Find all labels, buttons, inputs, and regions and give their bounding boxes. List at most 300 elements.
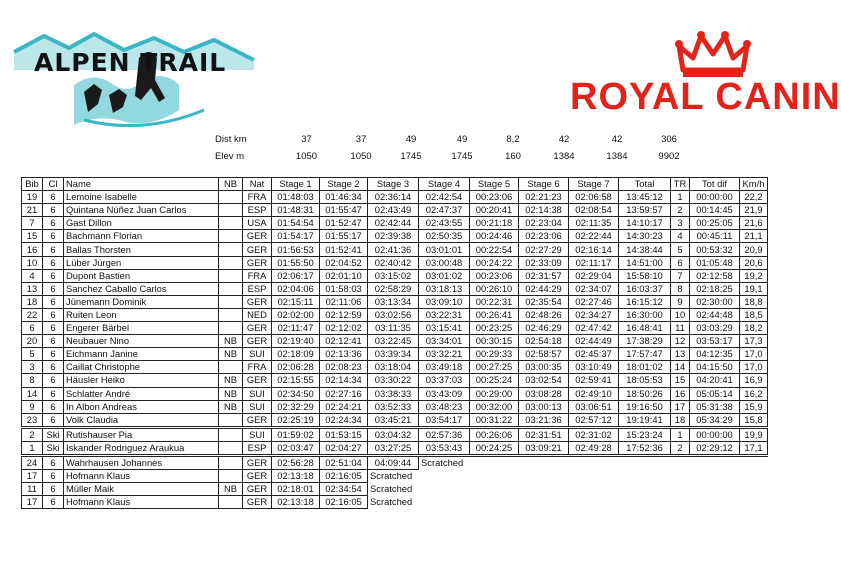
cell-stage-4: 03:34:01: [419, 335, 470, 348]
cell-stage-4: 03:09:10: [419, 295, 470, 308]
cell-kmh: 22,2: [740, 191, 768, 204]
cell-tot-dif: 02:12:58: [690, 269, 740, 282]
cell-bib: 10: [22, 256, 43, 269]
column-header-stage-4: Stage 4: [419, 178, 470, 191]
crown-icon: [673, 30, 753, 80]
cell-tot-dif: 05:31:38: [690, 400, 740, 413]
cell-stage-6: 03:00:35: [519, 361, 569, 374]
cell-stage-6: 03:08:28: [519, 387, 569, 400]
cell-stage-6: 02:31:51: [519, 427, 569, 441]
cell-stage-1: 02:02:00: [272, 308, 320, 321]
cell-stage-1: 01:48:03: [272, 191, 320, 204]
cell-bib: 4: [22, 269, 43, 282]
cell-name: Ruiten Leon: [64, 308, 219, 321]
cell-stage-2: 02:12:59: [320, 308, 368, 321]
cell-nat: GER: [243, 413, 272, 427]
cell-stage-7: 02:29:04: [569, 269, 619, 282]
cell-kmh: 17,3: [740, 335, 768, 348]
cell-stage-5: 00:23:25: [470, 322, 519, 335]
cell-bib: 6: [22, 322, 43, 335]
cell-class: 6: [43, 455, 64, 469]
dist-value: 42: [558, 134, 570, 145]
cell-nb: [219, 217, 243, 230]
cell-stage-7: 02:16:14: [569, 243, 619, 256]
cell-class: 6: [43, 496, 64, 509]
cell-stage-6: 02:46:29: [519, 322, 569, 335]
column-header-stage-2: Stage 2: [320, 178, 368, 191]
cell-stage-5: 00:22:54: [470, 243, 519, 256]
cell-name: Wahrhausen Johannes: [64, 455, 219, 469]
cell-stage-1: 02:15:55: [272, 374, 320, 387]
cell-kmh: 17,1: [740, 441, 768, 455]
cell-bib: 3: [22, 361, 43, 374]
cell-stage-6: 02:14:38: [519, 204, 569, 217]
cell-stage-2: 02:01:10: [320, 269, 368, 282]
cell-tr: 3: [671, 217, 690, 230]
cell-nat: GER: [243, 483, 272, 496]
cell-nb: [219, 470, 243, 483]
cell-stage-7: 03:10:49: [569, 361, 619, 374]
cell-nat: GER: [243, 335, 272, 348]
results-table: [21, 177, 768, 509]
table-row: [22, 308, 768, 321]
table-row: [22, 322, 768, 335]
royal-canin-wordmark: ROYAL CANIN: [570, 76, 841, 118]
cell-stage-7: 02:59:41: [569, 374, 619, 387]
cell-tr: 1: [671, 191, 690, 204]
distance-row: [215, 131, 694, 148]
cell-bib: 24: [22, 455, 43, 469]
cell-stage-7: 02:22:44: [569, 230, 619, 243]
dist-value: 37: [301, 134, 312, 145]
column-header-kmh: Km/h: [740, 178, 768, 191]
cell-bib: 13: [22, 282, 43, 295]
cell-stage-4: 02:42:54: [419, 191, 470, 204]
cell-class: 6: [43, 243, 64, 256]
mountain-dogsled-icon: [14, 30, 264, 140]
cell-nat: GER: [243, 256, 272, 269]
cell-kmh: 17,0: [740, 348, 768, 361]
cell-tot-dif: 02:44:48: [690, 308, 740, 321]
cell-bib: 2: [22, 427, 43, 441]
cell-nb: NB: [219, 348, 243, 361]
cell-stage-2: 01:55:17: [320, 230, 368, 243]
cell-class: 6: [43, 269, 64, 282]
cell-class: 6: [43, 282, 64, 295]
table-row: [22, 387, 768, 400]
cell-tot-dif: 03:53:17: [690, 335, 740, 348]
cell-name: Caillat Christophe: [64, 361, 219, 374]
cell-stage-1: 01:56:53: [272, 243, 320, 256]
cell-stage-2: 01:55:47: [320, 204, 368, 217]
cell-total: 16:03:37: [619, 282, 671, 295]
elev-value: 1745: [400, 151, 422, 162]
column-header-stage-5: Stage 5: [470, 178, 519, 191]
cell-class: Ski: [43, 427, 64, 441]
cell-stage-2: 02:12:41: [320, 335, 368, 348]
cell-stage-4: 03:43:09: [419, 387, 470, 400]
cell-stage-4: 02:50:35: [419, 230, 470, 243]
cell-stage-6: 02:44:29: [519, 282, 569, 295]
cell-bib: 7: [22, 217, 43, 230]
table-row: [22, 243, 768, 256]
cell-stage-2: 02:04:52: [320, 256, 368, 269]
elev-value: 1050: [295, 151, 318, 162]
cell-tr: 6: [671, 256, 690, 269]
cell-nb: [219, 441, 243, 455]
cell-bib: 20: [22, 335, 43, 348]
cell-name: Volk Claudia: [64, 413, 219, 427]
scratched-status: Scratched: [370, 496, 413, 508]
cell-tr: 9: [671, 295, 690, 308]
cell-class: 6: [43, 470, 64, 483]
column-header-stage-7: Stage 7: [569, 178, 619, 191]
cell-name: Hofmann Klaus: [64, 496, 219, 509]
cell-name: Quintana Núñez Juan Carlos: [64, 204, 219, 217]
cell-kmh: 18,2: [740, 322, 768, 335]
cell-stage-1: 02:03:47: [272, 441, 320, 455]
cell-nat: GER: [243, 295, 272, 308]
cell-bib: 21: [22, 204, 43, 217]
cell-nat: ESP: [243, 204, 272, 217]
cell-class: Ski: [43, 441, 64, 455]
cell-bib: 17: [22, 470, 43, 483]
cell-stage-5: 00:26:06: [470, 427, 519, 441]
cell-stage-5: 00:23:06: [470, 191, 519, 204]
scratched-status: Scratched: [370, 483, 413, 495]
elev-value: 9902: [658, 151, 680, 162]
table-row: [22, 191, 768, 204]
column-header-class: Cl: [43, 178, 64, 191]
cell-stage-7: 02:08:54: [569, 204, 619, 217]
dist-value: 8,2: [506, 134, 520, 145]
cell-tr: 5: [671, 243, 690, 256]
dist-value: 49: [456, 134, 468, 145]
cell-stage-7: 02:31:02: [569, 427, 619, 441]
cell-nb: [219, 455, 243, 469]
column-header-nb: NB: [219, 178, 243, 191]
cell-name: Hofmann Klaus: [64, 470, 219, 483]
cell-name: Sanchez Caballo Carlos: [64, 282, 219, 295]
cell-tr: 2: [671, 204, 690, 217]
elev-value: 1384: [553, 151, 575, 162]
dist-value: 37: [355, 134, 367, 145]
cell-nat: SUI: [243, 427, 272, 441]
royal-canin-logo: [568, 30, 841, 130]
cell-class: 6: [43, 348, 64, 361]
table-row: [22, 361, 768, 374]
cell-nat: GER: [243, 374, 272, 387]
cell-stage-4: 03:49:18: [419, 361, 470, 374]
cell-stage-7: 02:57:12: [569, 413, 619, 427]
cell-stage-5: 00:25:24: [470, 374, 519, 387]
cell-class: 6: [43, 400, 64, 413]
cell-stage-4: 03:37:03: [419, 374, 470, 387]
cell-nat: SUI: [243, 348, 272, 361]
cell-nat: NED: [243, 308, 272, 321]
cell-nb: [219, 256, 243, 269]
cell-nat: GER: [243, 243, 272, 256]
cell-total: 13:45:12: [619, 191, 671, 204]
cell-stage-1: 01:54:54: [272, 217, 320, 230]
cell-class: 6: [43, 387, 64, 400]
column-header-tot-dif: Tot dif: [690, 178, 740, 191]
column-header-bib: Bib: [22, 178, 43, 191]
cell-stage-4: 03:15:41: [419, 322, 470, 335]
cell-total: 15:23:24: [619, 427, 671, 441]
cell-stage-2: 02:14:34: [320, 374, 368, 387]
cell-nb: [219, 413, 243, 427]
cell-stage-5: 00:27:25: [470, 361, 519, 374]
cell-name: Lemoine Isabelle: [64, 191, 219, 204]
cell-stage-2: 02:27:16: [320, 387, 368, 400]
cell-stage-6: 02:48:26: [519, 308, 569, 321]
cell-stage-3: 03:30:22: [368, 374, 419, 387]
cell-name: Eichmann Janine: [64, 348, 219, 361]
cell-stage-4: 03:01:02: [419, 269, 470, 282]
cell-stage-4: 02:57:36: [419, 427, 470, 441]
cell-stage-3: 03:52:33: [368, 400, 419, 413]
cell-bib: 15: [22, 230, 43, 243]
cell-name: Jünemann Dominik: [64, 295, 219, 308]
cell-stage-3: 03:27:25: [368, 441, 419, 455]
table-row: [22, 282, 768, 295]
cell-tr: 10: [671, 308, 690, 321]
cell-stage-7: 02:34:27: [569, 308, 619, 321]
cell-stage-3: 02:36:14: [368, 191, 419, 204]
cell-stage-7: 02:45:37: [569, 348, 619, 361]
cell-nb: NB: [219, 387, 243, 400]
cell-class: 6: [43, 217, 64, 230]
cell-bib: 11: [22, 483, 43, 496]
cell-stage-2: 02:12:02: [320, 322, 368, 335]
alpentrail-logo: [14, 30, 264, 140]
cell-bib: 9: [22, 400, 43, 413]
cell-stage-2: 02:24:21: [320, 400, 368, 413]
cell-stage-3: 03:38:33: [368, 387, 419, 400]
table-row: [22, 455, 768, 469]
cell-bib: 17: [22, 496, 43, 509]
cell-bib: 5: [22, 348, 43, 361]
cell-stage-6: 03:00:13: [519, 400, 569, 413]
cell-class: 6: [43, 230, 64, 243]
cell-tot-dif: 01:05:48: [690, 256, 740, 269]
column-header-stage-3: Stage 3: [368, 178, 419, 191]
cell-tot-dif: 00:00:00: [690, 427, 740, 441]
cell-stage-4: 03:22:31: [419, 308, 470, 321]
cell-stage-4: 03:18:13: [419, 282, 470, 295]
cell-name: Iskander Rodriguez Araukua: [64, 441, 219, 455]
cell-stage-2: 01:52:41: [320, 243, 368, 256]
cell-name: Gast Dillon: [64, 217, 219, 230]
cell-kmh: 15,9: [740, 400, 768, 413]
dist-value: 306: [661, 134, 677, 145]
cell-stage-1: 02:19:40: [272, 335, 320, 348]
cell-tot-dif: 00:25:05: [690, 217, 740, 230]
cell-tot-dif: 00:45:11: [690, 230, 740, 243]
cell-stage-4: 03:48:23: [419, 400, 470, 413]
cell-stage-5: 00:26:41: [470, 308, 519, 321]
cell-stage-1: 01:59:02: [272, 427, 320, 441]
cell-name: Müller Maik: [64, 483, 219, 496]
cell-stage-7: 02:06:58: [569, 191, 619, 204]
cell-stage-5: 00:24:22: [470, 256, 519, 269]
cell-stage-3: 03:45:21: [368, 413, 419, 427]
cell-class: 6: [43, 335, 64, 348]
cell-nb: [219, 308, 243, 321]
cell-name: In Albon Andreas: [64, 400, 219, 413]
elev-value: 1745: [451, 151, 473, 162]
cell-stage-4: 02:43:55: [419, 217, 470, 230]
cell-stage-1: 01:54:17: [272, 230, 320, 243]
column-header-total: Total: [619, 178, 671, 191]
cell-nb: [219, 427, 243, 441]
cell-total: 14:30:23: [619, 230, 671, 243]
cell-name: Bachmann Florian: [64, 230, 219, 243]
cell-stage-5: 00:29:00: [470, 387, 519, 400]
cell-tot-dif: 00:53:32: [690, 243, 740, 256]
cell-nb: [219, 361, 243, 374]
cell-nat: GER: [243, 322, 272, 335]
cell-stage-1: 02:15:11: [272, 295, 320, 308]
cell-total: 18:50:26: [619, 387, 671, 400]
cell-tot-dif: 03:03:29: [690, 322, 740, 335]
cell-name: Häusler Heiko: [64, 374, 219, 387]
dist-value: 42: [611, 134, 623, 145]
table-row: [22, 348, 768, 361]
cell-stage-3: 03:11:35: [368, 322, 419, 335]
cell-tot-dif: 05:34:29: [690, 413, 740, 427]
table-row: [22, 374, 768, 387]
cell-bib: 19: [22, 191, 43, 204]
cell-class: 6: [43, 361, 64, 374]
cell-class: 6: [43, 374, 64, 387]
cell-stage-4: 03:00:48: [419, 256, 470, 269]
cell-stage-2: 02:08:23: [320, 361, 368, 374]
cell-stage-2: 01:46:34: [320, 191, 368, 204]
cell-tr: 17: [671, 400, 690, 413]
cell-tr: 7: [671, 269, 690, 282]
cell-nb: [219, 230, 243, 243]
cell-stage-4: 02:47:37: [419, 204, 470, 217]
cell-name: Lüber Jürgen: [64, 256, 219, 269]
cell-nat: GER: [243, 230, 272, 243]
cell-stage-6: 02:23:04: [519, 217, 569, 230]
cell-stage-1: 02:06:28: [272, 361, 320, 374]
cell-stage-4: 03:53:43: [419, 441, 470, 455]
cell-nat: ESP: [243, 441, 272, 455]
cell-stage-5: 00:21:18: [470, 217, 519, 230]
cell-stage-6: 03:02:54: [519, 374, 569, 387]
cell-stage-2: 01:53:15: [320, 427, 368, 441]
cell-stage-1: 01:55:50: [272, 256, 320, 269]
cell-tot-dif: 04:20:41: [690, 374, 740, 387]
cell-bib: 18: [22, 295, 43, 308]
cell-stage-3: 02:39:38: [368, 230, 419, 243]
cell-stage-5: 00:30:15: [470, 335, 519, 348]
elev-label: Elev m: [215, 151, 245, 162]
cell-bib: 14: [22, 387, 43, 400]
table-row: [22, 413, 768, 427]
cell-stage-7: 02:49:10: [569, 387, 619, 400]
cell-total: 17:38:29: [619, 335, 671, 348]
cell-tot-dif: 02:18:25: [690, 282, 740, 295]
cell-kmh: 21,6: [740, 217, 768, 230]
column-header-stage-1: Stage 1: [272, 178, 320, 191]
cell-class: 6: [43, 483, 64, 496]
cell-bib: 23: [22, 413, 43, 427]
table-row: [22, 204, 768, 217]
table-row: [22, 470, 768, 483]
cell-stage-1: 02:11:47: [272, 322, 320, 335]
cell-nat: ESP: [243, 282, 272, 295]
cell-stage-2: 02:16:05: [320, 470, 368, 483]
cell-kmh: 18,8: [740, 295, 768, 308]
cell-stage-6: 02:58:57: [519, 348, 569, 361]
cell-stage-5: 00:23:06: [470, 269, 519, 282]
cell-stage-2: 02:24:34: [320, 413, 368, 427]
cell-stage-2: 02:04:27: [320, 441, 368, 455]
cell-stage-7: 02:34:07: [569, 282, 619, 295]
cell-stage-4: 03:32:21: [419, 348, 470, 361]
cell-kmh: 16,2: [740, 387, 768, 400]
cell-stage-7: 02:11:17: [569, 256, 619, 269]
scratched-status: Scratched: [419, 455, 768, 469]
cell-total: 14:38:44: [619, 243, 671, 256]
cell-total: 16:15:12: [619, 295, 671, 308]
cell-total: 18:05:53: [619, 374, 671, 387]
cell-name: Dupont Bastien: [64, 269, 219, 282]
elevation-row: [215, 148, 694, 165]
column-header-name: Name: [64, 178, 219, 191]
cell-total: 16:48:41: [619, 322, 671, 335]
cell-tr: 2: [671, 441, 690, 455]
cell-stage-1: 02:13:18: [272, 470, 320, 483]
cell-tot-dif: 02:30:00: [690, 295, 740, 308]
cell-stage-1: 02:18:09: [272, 348, 320, 361]
table-row: [22, 230, 768, 243]
cell-stage-2: 02:51:04: [320, 455, 368, 469]
cell-kmh: 20,9: [740, 243, 768, 256]
cell-stage-3: 03:02:56: [368, 308, 419, 321]
cell-stage-7: 02:27:46: [569, 295, 619, 308]
cell-stage-5: 00:24:25: [470, 441, 519, 455]
cell-stage-3: 03:13:34: [368, 295, 419, 308]
cell-tr: 15: [671, 374, 690, 387]
scratched-status: Scratched: [370, 470, 413, 482]
cell-kmh: 21,9: [740, 204, 768, 217]
table-row: [22, 217, 768, 230]
cell-stage-7: 03:06:51: [569, 400, 619, 413]
cell-stage-6: 02:35:54: [519, 295, 569, 308]
table-row: [22, 295, 768, 308]
cell-stage-1: 01:48:31: [272, 204, 320, 217]
cell-tot-dif: 04:15:50: [690, 361, 740, 374]
cell-tot-dif: 05:05:14: [690, 387, 740, 400]
cell-stage-7: 02:44:49: [569, 335, 619, 348]
cell-stage-5: 00:31:22: [470, 413, 519, 427]
cell-nat: SUI: [243, 387, 272, 400]
cell-total: 13:59:57: [619, 204, 671, 217]
cell-total: 18:01:02: [619, 361, 671, 374]
cell-nat: GER: [243, 455, 272, 469]
cell-class: 6: [43, 204, 64, 217]
cell-stage-1: 02:13:18: [272, 496, 320, 509]
cell-name: Neubauer Nino: [64, 335, 219, 348]
cell-nat: FRA: [243, 361, 272, 374]
alpentrail-wordmark: ALPEN TRAIL: [34, 48, 227, 77]
cell-stage-5: 00:24:46: [470, 230, 519, 243]
